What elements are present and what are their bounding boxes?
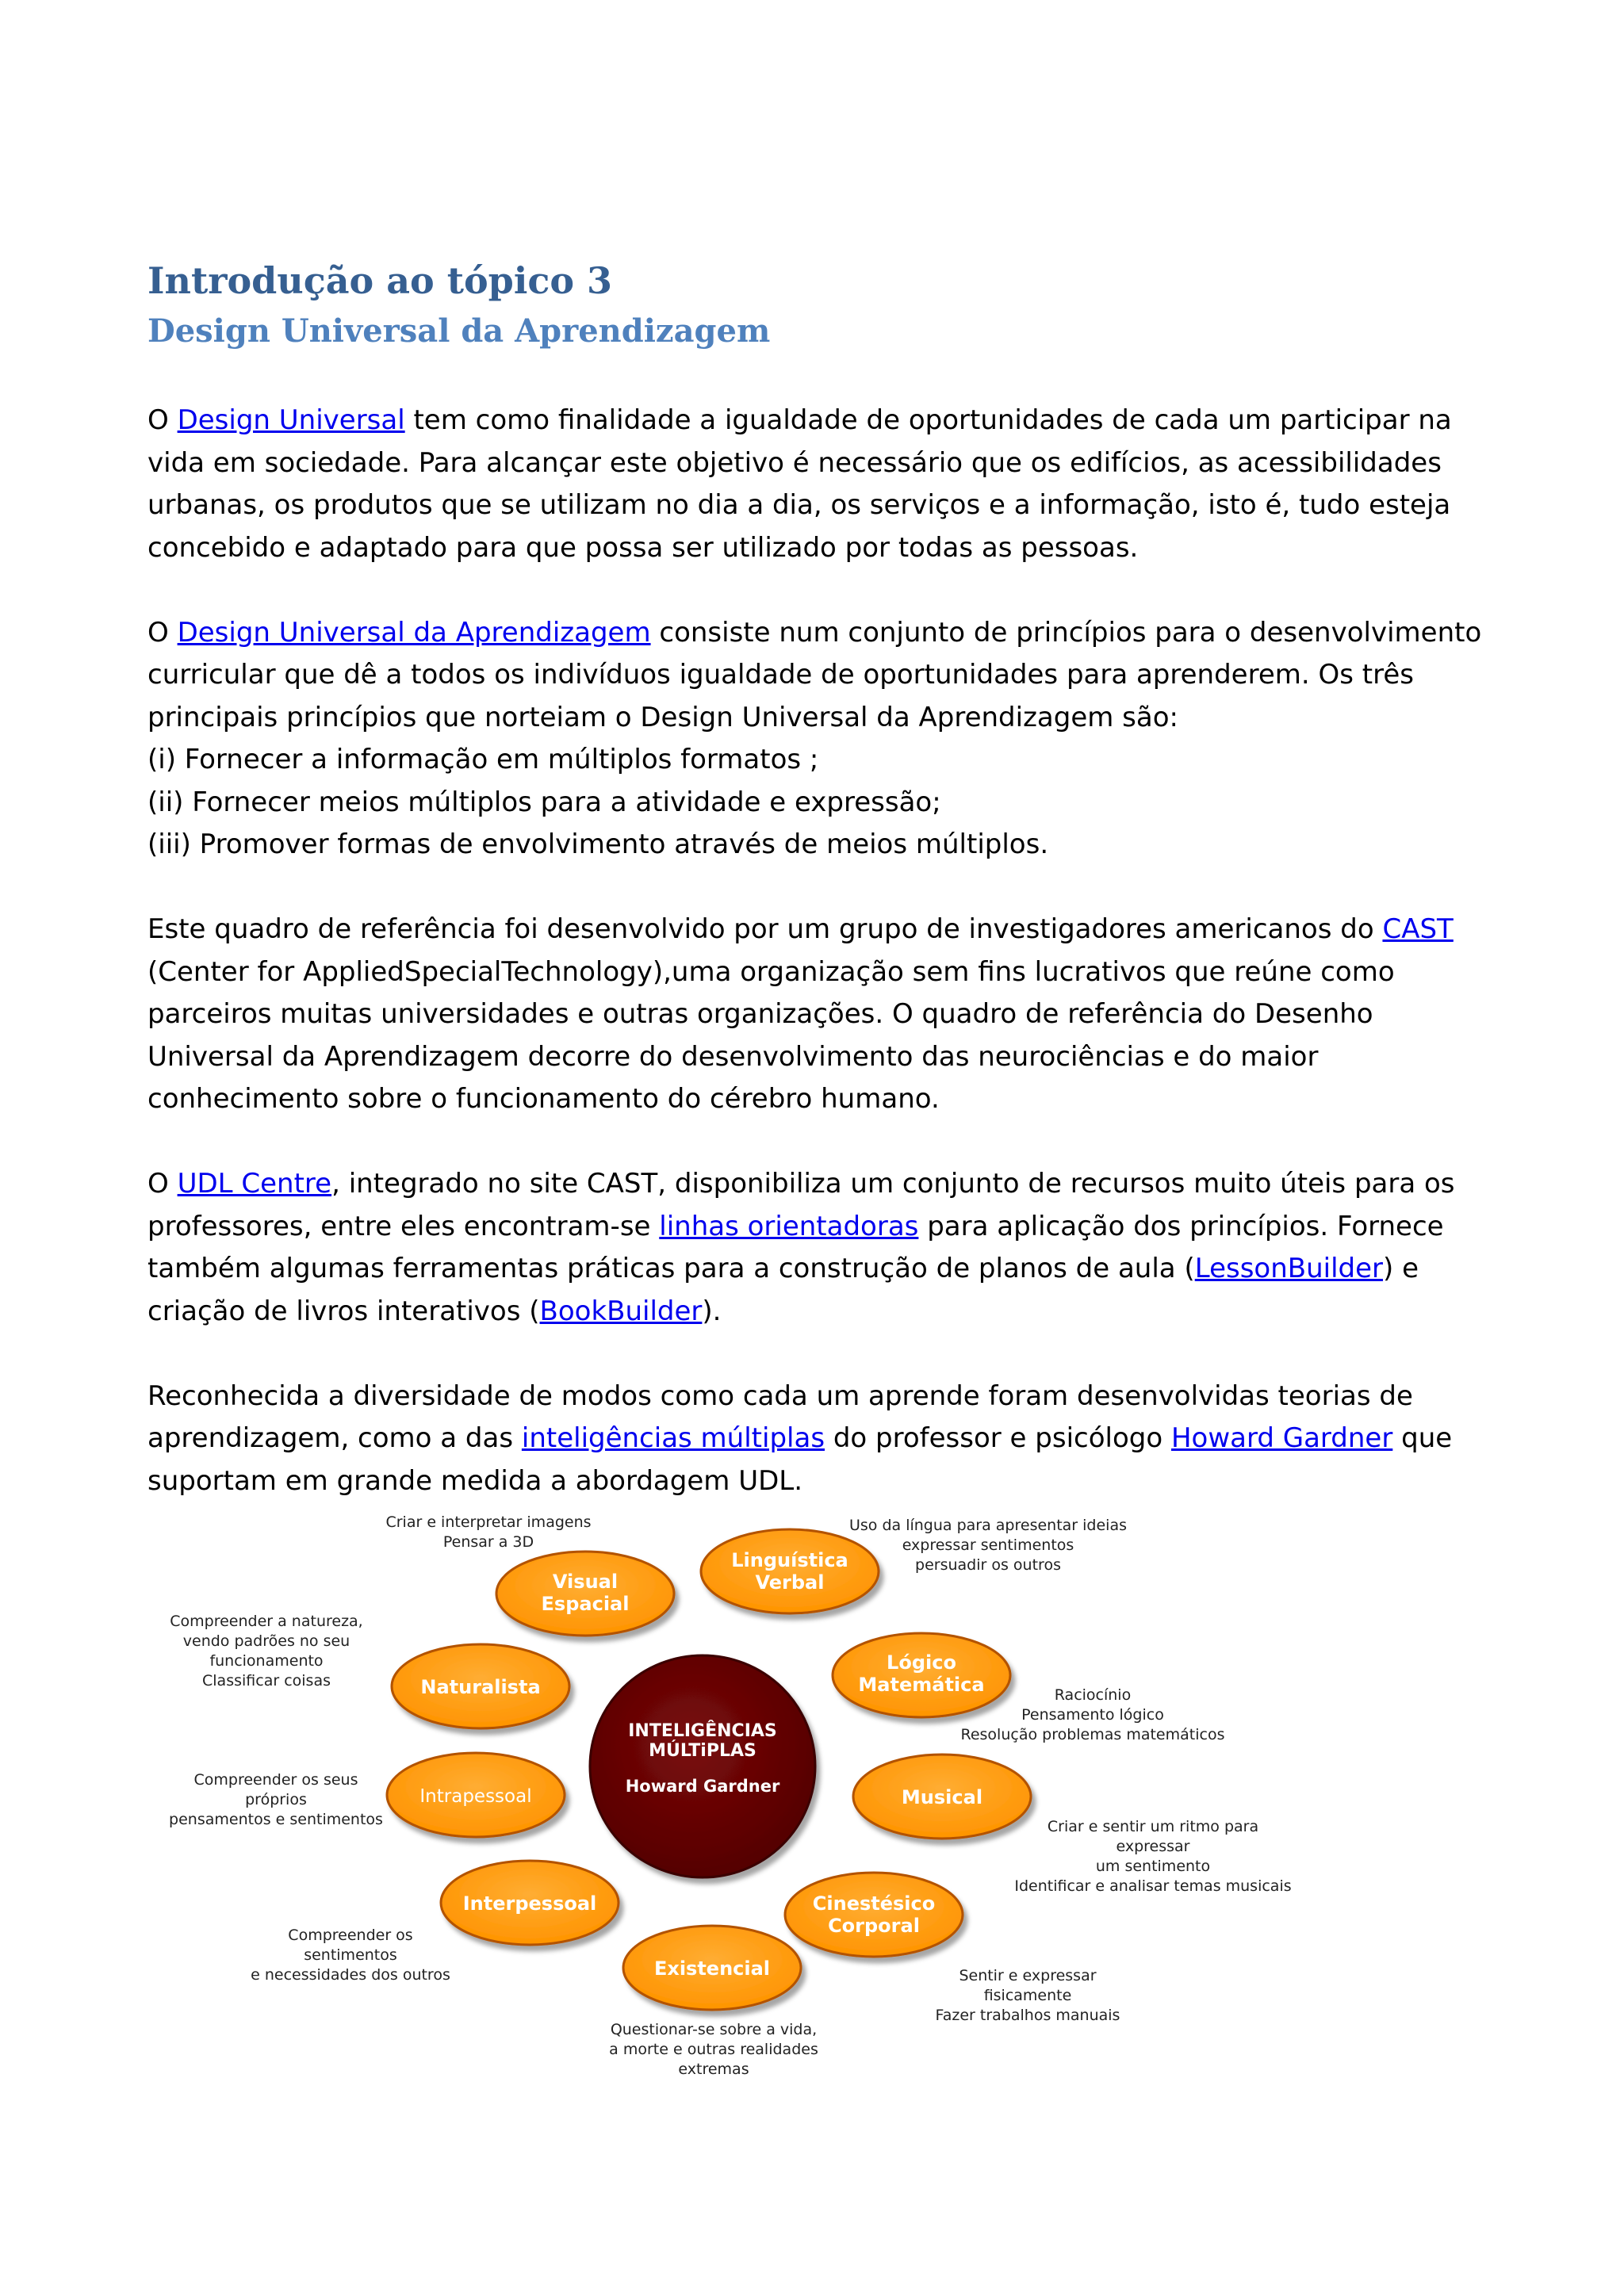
node-label: Corporal: [828, 1915, 920, 1937]
center-circle: [590, 1655, 815, 1877]
text-run: Reconhecida a diversidade de modos como cada um aprende foram desenvolvidas teorias de aprendizagem, como a das: [147, 1380, 1413, 1454]
node-description: Resolução problemas matemáticos: [960, 1726, 1225, 1743]
page-subtitle: Design Universal da Aprendizagem: [147, 312, 771, 350]
node-label: Musical: [901, 1786, 983, 1808]
text-run: ) e criação de livros interativos (: [147, 1253, 1419, 1327]
node-description: Compreender a natureza,: [170, 1613, 363, 1630]
node-description: Raciocínio: [1054, 1686, 1132, 1704]
node-label: Naturalista: [420, 1676, 541, 1698]
node-description: expressar: [1116, 1838, 1190, 1855]
link-linhas-orientadoras[interactable]: linhas orientadoras: [659, 1210, 919, 1242]
node-label: Matemática: [858, 1674, 985, 1696]
node-interpessoal: [251, 1861, 619, 1984]
node-description: Uso da língua para apresentar ideias: [848, 1517, 1128, 1534]
node-description: persuadir os outros: [915, 1556, 1061, 1574]
node-description: próprios: [245, 1791, 307, 1808]
text-run: , integrado no site CAST, disponibiliza um conjunto de recursos muito úteis para os professores, entre eles encontram-se: [147, 1168, 1455, 1242]
text-run: do professor e psicólogo: [825, 1422, 1171, 1454]
node-label: Linguística: [731, 1549, 848, 1571]
multiple-intelligences-diagram: [147, 1506, 1329, 2093]
link-design-universal-aprendizagem[interactable]: Design Universal da Aprendizagem: [177, 616, 651, 649]
link-lessonbuilder[interactable]: LessonBuilder: [1194, 1253, 1384, 1284]
node-description: Compreender os seus: [193, 1771, 358, 1789]
node-description: sentimentos: [304, 1946, 397, 1964]
node-label: Cinestésico: [812, 1892, 936, 1915]
text-run: Este quadro de referência foi desenvolvido por um grupo de investigadores americanos do: [147, 913, 1383, 945]
node-cinestesico-corporal: [785, 1873, 1120, 2024]
link-bookbuilder[interactable]: BookBuilder: [539, 1295, 703, 1327]
paragraph-gardner: [147, 1376, 1488, 1503]
node-description: funcionamento: [209, 1652, 324, 1670]
paragraph-udl-centre: [147, 1163, 1488, 1333]
node-intrapessoal: [169, 1753, 565, 1837]
node-description: Pensar a 3D: [442, 1533, 534, 1551]
node-description: Compreender os: [288, 1927, 413, 1944]
text-run: ).: [702, 1295, 722, 1327]
node-existencial: [609, 1926, 818, 2078]
node-label: Verbal: [755, 1571, 825, 1594]
node-description: e necessidades dos outros: [251, 1966, 450, 1984]
node-description: vendo padrões no seu: [182, 1632, 350, 1650]
node-visual-espacial: [385, 1513, 674, 1636]
center-title-1: INTELIGÊNCIAS: [628, 1721, 777, 1741]
text-run: O: [147, 404, 178, 436]
node-description: Questionar-se sobre a vida,: [610, 2021, 818, 2038]
text-run: tem como finalidade a igualdade de oportunidades de cada um participar na vida em sociedade. Para alcançar este objetivo é necessário que os edifícios, as acessibilidades urbanas, os produtos que se utilizam no dia a dia, os serviços e a informação, isto é, tudo esteja concebido e adaptado para que possa ser utilizado por todas as pessoas.: [147, 404, 1452, 564]
page-title: Introdução ao tópico 3: [147, 259, 613, 302]
principle-item-2: (ii) Fornecer meios múltiplos para a atividade e expressão;: [147, 786, 941, 818]
node-description: extremas: [678, 2061, 749, 2078]
node-description: Classificar coisas: [202, 1672, 331, 1689]
paragraph-design-universal: [147, 400, 1488, 569]
link-inteligencias-multiplas[interactable]: inteligências múltiplas: [521, 1422, 825, 1454]
node-description: Criar e sentir um ritmo para: [1047, 1818, 1259, 1835]
text-run: consiste num conjunto de princípios para o desenvolvimento curricular que dê a todos os indivíduos igualdade de oportunidades para aprenderem. Os três principais princípios que norteiam o Design Universal da Aprendizagem são:: [147, 616, 1482, 733]
node-label: Existencial: [653, 1957, 771, 1980]
node-description: fisicamente: [983, 1987, 1072, 2004]
node-label: Visual: [552, 1571, 619, 1593]
paragraph-dua: [147, 612, 1488, 867]
principle-item-3: (iii) Promover formas de envolvimento através de meios múltiplos.: [147, 828, 1049, 860]
node-musical: [853, 1755, 1292, 1895]
node-description: Identificar e analisar temas musicais: [1014, 1877, 1292, 1895]
center-title-2: MÚLTiPLAS: [649, 1741, 756, 1761]
node-naturalista: [170, 1613, 569, 1728]
link-udl-centre[interactable]: UDL Centre: [177, 1168, 332, 1200]
node-description: Criar e interpretar imagens: [385, 1513, 592, 1531]
center-node: [590, 1655, 815, 1877]
node-description: a morte e outras realidades: [609, 2041, 818, 2058]
node-label: Intrapessoal: [419, 1786, 532, 1807]
document-body: [147, 400, 1488, 1545]
node-description: Fazer trabalhos manuais: [935, 2007, 1120, 2024]
center-author: Howard Gardner: [625, 1777, 780, 1796]
node-description: Sentir e expressar: [959, 1967, 1097, 1984]
link-howard-gardner[interactable]: Howard Gardner: [1170, 1422, 1393, 1454]
node-description: pensamentos e sentimentos: [169, 1811, 383, 1828]
text-run: para aplicação dos princípios. Fornece também algumas ferramentas práticas para a construção de planos de aula (: [147, 1210, 1444, 1284]
node-label: Lógico: [887, 1651, 956, 1674]
paragraph-cast: [147, 909, 1488, 1121]
node-label: Espacial: [541, 1593, 630, 1615]
principle-item-1: (i) Fornecer a informação em múltiplos formatos ;: [147, 744, 819, 775]
heading-block: [147, 255, 1496, 357]
node-description: Pensamento lógico: [1021, 1706, 1164, 1724]
node-linguistica-verbal: [701, 1517, 1127, 1613]
link-design-universal[interactable]: Design Universal: [177, 404, 405, 436]
text-run: que suportam em grande medida a abordagem UDL.: [147, 1422, 1453, 1497]
text-run: O: [147, 616, 178, 649]
node-description: expressar sentimentos: [902, 1536, 1074, 1554]
node-logico-matematica: [833, 1633, 1224, 1743]
text-run: (Center for AppliedSpecialTechnology),uma organização sem fins lucrativos que reúne como parceiros muitas universidades e outras organizações. O quadro de referência do Desenho Universal da Aprendizagem decorre do desenvolvimento das neurociências e do maior conhecimento sobre o funcionamento do cérebro humano.: [147, 955, 1395, 1115]
link-cast[interactable]: CAST: [1382, 913, 1454, 945]
text-run: O: [147, 1168, 178, 1200]
node-label: Interpessoal: [462, 1892, 597, 1915]
node-description: um sentimento: [1095, 1858, 1211, 1875]
